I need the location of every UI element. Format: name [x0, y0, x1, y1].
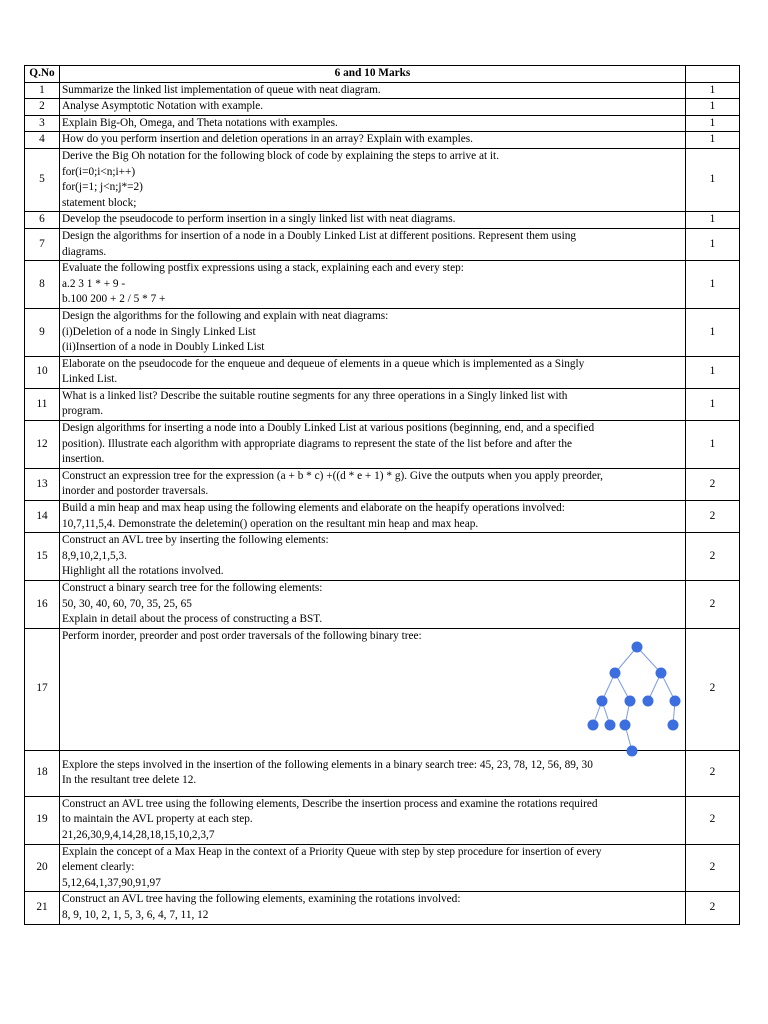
question-number: 9: [25, 308, 60, 356]
unit-number: 2: [686, 796, 740, 844]
tree-node: [632, 641, 643, 652]
question-line: for(j=1; j<n;j*=2): [62, 181, 143, 194]
question-line: to maintain the AVL property at each step.: [62, 813, 253, 826]
question-number: 12: [25, 421, 60, 469]
question-text: [60, 892, 686, 924]
question-line: Explain the concept of a Max Heap in the context of a Priority Queue with step by step procedure for insertion of every: [62, 845, 602, 858]
question-line: Construct an AVL tree by inserting the following elements:: [62, 534, 329, 547]
unit-number: 2: [686, 533, 740, 581]
table-row: [25, 421, 740, 469]
question-line: Construct a binary search tree for the following elements:: [62, 582, 323, 594]
question-text: [60, 132, 686, 149]
question-number: 17: [25, 628, 60, 750]
question-line: Summarize the linked list implementation of queue with neat diagram.: [62, 83, 381, 96]
table-row: [25, 501, 740, 533]
unit-number: 1: [686, 356, 740, 388]
table-row: [25, 468, 740, 500]
table-row: [25, 628, 740, 750]
question-text: [60, 261, 686, 309]
tree-node: [670, 695, 681, 706]
question-line: 8, 9, 10, 2, 1, 5, 3, 6, 4, 7, 11, 12: [62, 908, 209, 921]
question-text: [60, 82, 686, 99]
question-number: 11: [25, 388, 60, 420]
unit-number: 2: [686, 581, 740, 629]
question-line: How do you perform insertion and deletion operations in an array? Explain with examples.: [62, 133, 473, 146]
question-line: Construct an AVL tree having the following elements, examining the rotations involved:: [62, 893, 461, 906]
table-row: [25, 356, 740, 388]
question-text: [60, 628, 686, 750]
unit-number: 1: [686, 132, 740, 149]
question-line: Design the algorithms for the following and explain with neat diagrams:: [62, 309, 389, 322]
question-number: 13: [25, 468, 60, 500]
question-number: 16: [25, 581, 60, 629]
unit-number: 2: [686, 468, 740, 500]
tree-node: [605, 719, 616, 730]
question-line: 5,12,64,1,37,90,91,97: [62, 876, 161, 889]
question-text: [60, 581, 686, 629]
question-line: Perform inorder, preorder and post order traversals of the following binary tree:: [62, 629, 422, 642]
binary-tree-diagram: [585, 639, 685, 761]
question-text: [60, 115, 686, 132]
table-row: [25, 261, 740, 309]
header-unit: [686, 66, 740, 83]
question-line: What is a linked list? Describe the suitable routine segments for any three operations in a Singly linked list with: [62, 389, 568, 402]
question-number: 6: [25, 212, 60, 229]
question-line: Analyse Asymptotic Notation with example.: [62, 100, 264, 113]
unit-number: 1: [686, 99, 740, 116]
question-line: 50, 30, 40, 60, 70, 35, 25, 65: [62, 597, 192, 610]
question-text: [60, 148, 686, 211]
unit-number: 2: [686, 844, 740, 892]
questions-table: [24, 65, 740, 925]
question-line: 21,26,30,9,4,14,28,18,15,10,2,3,7: [62, 828, 215, 841]
header-qno: Q.No: [25, 66, 60, 83]
tree-node: [656, 667, 667, 678]
question-text: [60, 308, 686, 356]
question-number: 19: [25, 796, 60, 844]
table-row: [25, 99, 740, 116]
question-number: 15: [25, 533, 60, 581]
question-line: Construct an AVL tree using the following elements, Describe the insertion process and examine the rotations required: [62, 797, 598, 810]
question-line: Evaluate the following postfix expressions using a stack, explaining each and every step:: [62, 262, 464, 275]
question-line: statement block;: [62, 196, 137, 209]
tree-node: [625, 695, 636, 706]
table-row: [25, 115, 740, 132]
question-line: b.100 200 + 2 / 5 * 7 +: [62, 293, 166, 306]
question-text: [60, 501, 686, 533]
question-number: 21: [25, 892, 60, 924]
question-line: Explain Big-Oh, Omega, and Theta notations with examples.: [62, 116, 338, 129]
question-line: Elaborate on the pseudocode for the enqueue and dequeue of elements in a queue which is implemented as a Singly: [62, 357, 585, 370]
question-line: 8,9,10,2,1,5,3.: [62, 549, 127, 562]
question-line: position). Illustrate each algorithm with appropriate diagrams to represent the state of the list before and after the: [62, 437, 573, 450]
table-row: [25, 212, 740, 229]
header-marks: 6 and 10 Marks: [60, 66, 686, 83]
tree-node: [610, 667, 621, 678]
question-number: 10: [25, 356, 60, 388]
question-text: [60, 421, 686, 469]
question-line: Linked List.: [62, 373, 118, 386]
question-line: Construct an expression tree for the expression (a + b * c) +((d * e + 1) * g). Give the outputs when you apply preorder,: [62, 469, 603, 482]
question-number: 7: [25, 228, 60, 260]
unit-number: 1: [686, 212, 740, 229]
question-line: element clearly:: [62, 861, 135, 874]
question-number: 8: [25, 261, 60, 309]
question-line: Highlight all the rotations involved.: [62, 565, 224, 578]
question-line: Explain in detail about the process of constructing a BST.: [62, 613, 323, 626]
question-text: [60, 228, 686, 260]
question-line: Design the algorithms for insertion of a node in a Doubly Linked List at different positions. Represent them using: [62, 229, 577, 242]
question-line: 10,7,11,5,4. Demonstrate the deletemin() operation on the resultant min heap and max heap.: [62, 517, 479, 530]
question-text: [60, 533, 686, 581]
question-line: insertion.: [62, 453, 105, 466]
table-row: [25, 132, 740, 149]
unit-number: 2: [686, 501, 740, 533]
tree-node: [597, 695, 608, 706]
question-text: [60, 796, 686, 844]
question-line: inorder and postorder traversals.: [62, 485, 209, 498]
question-line: (ii)Insertion of a node in Doubly Linked List: [62, 341, 265, 354]
unit-number: 1: [686, 228, 740, 260]
question-line: (i)Deletion of a node in Singly Linked List: [62, 325, 256, 338]
question-line: Explore the steps involved in the insertion of the following elements in a binary search tree: 45, 23, 78, 12, 56, 89, 30: [62, 758, 593, 771]
unit-number: 1: [686, 308, 740, 356]
table-row: [25, 844, 740, 892]
header-row: [25, 66, 740, 83]
question-text: [60, 844, 686, 892]
question-line: Develop the pseudocode to perform insertion in a singly linked list with neat diagrams.: [62, 213, 456, 226]
unit-number: 2: [686, 628, 740, 750]
question-text: [60, 468, 686, 500]
unit-number: 1: [686, 421, 740, 469]
unit-number: 2: [686, 892, 740, 924]
table-row: [25, 533, 740, 581]
question-line: Build a min heap and max heap using the following elements and elaborate on the heapify operations involved:: [62, 502, 565, 515]
unit-number: 1: [686, 115, 740, 132]
unit-number: 1: [686, 261, 740, 309]
tree-node: [643, 695, 654, 706]
question-text: [60, 99, 686, 116]
question-line: a.2 3 1 * + 9 -: [62, 277, 126, 290]
table-row: [25, 228, 740, 260]
unit-number: 1: [686, 82, 740, 99]
table-row: [25, 892, 740, 924]
question-text: [60, 212, 686, 229]
question-text: [60, 388, 686, 420]
question-text: [60, 356, 686, 388]
question-number: 5: [25, 148, 60, 211]
question-line: Design algorithms for inserting a node into a Doubly Linked List at various positions (beginning, end, and a specified: [62, 422, 595, 435]
question-number: 1: [25, 82, 60, 99]
question-number: 14: [25, 501, 60, 533]
unit-number: 2: [686, 750, 740, 796]
table-row: [25, 388, 740, 420]
table-row: [25, 581, 740, 629]
question-number: 3: [25, 115, 60, 132]
question-line: program.: [62, 405, 104, 418]
unit-number: 1: [686, 148, 740, 211]
question-number: 4: [25, 132, 60, 149]
question-line: diagrams.: [62, 245, 107, 258]
question-number: 18: [25, 750, 60, 796]
tree-node: [620, 719, 631, 730]
tree-node: [627, 745, 638, 756]
question-line: In the resultant tree delete 12.: [62, 774, 197, 787]
table-row: [25, 148, 740, 211]
question-line: for(i=0;i<n;i++): [62, 165, 136, 178]
table-row: [25, 82, 740, 99]
table-row: [25, 308, 740, 356]
tree-node: [668, 719, 679, 730]
question-number: 2: [25, 99, 60, 116]
question-number: 20: [25, 844, 60, 892]
question-line: Derive the Big Oh notation for the following block of code by explaining the steps to arrive at it.: [62, 149, 500, 162]
tree-node: [588, 719, 599, 730]
table-row: [25, 796, 740, 844]
unit-number: 1: [686, 388, 740, 420]
